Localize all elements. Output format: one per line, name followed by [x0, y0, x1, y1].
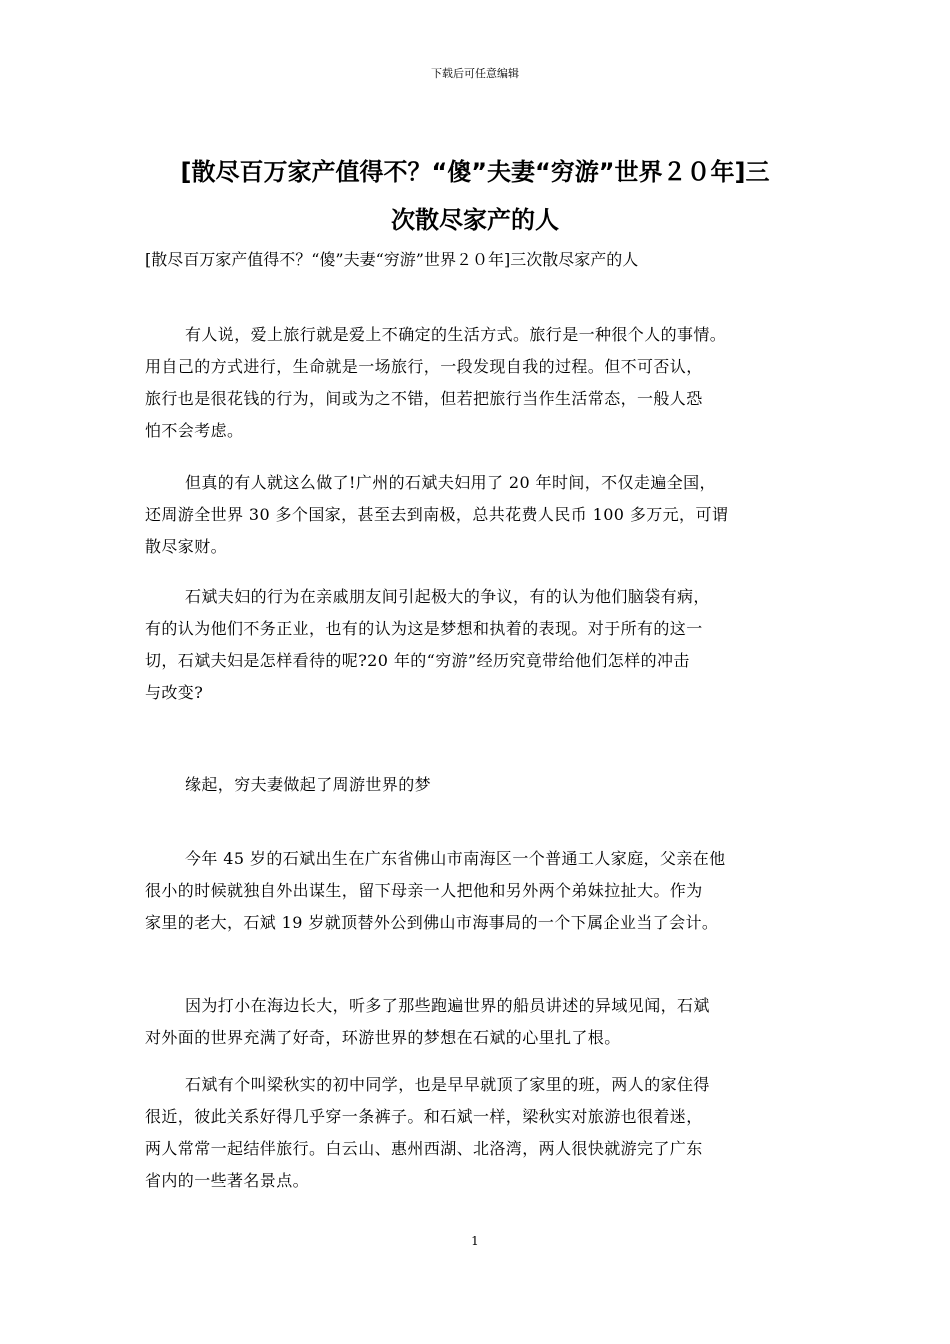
paragraph-line: 很小的时候就独自外出谋生，留下母亲一人把他和另外两个弟妹拉扯大。作为	[145, 881, 703, 900]
document-subtitle: [散尽百万家产值得不？“傻”夫妻“穷游”世界２０年]三次散尽家产的人	[145, 250, 639, 269]
paragraph-5	[145, 843, 810, 939]
paragraph-line: 因为打小在海边长大，听多了那些跑遍世界的船员讲述的异域见闻，石斌	[185, 996, 710, 1015]
paragraph-line: 两人常常一起结伴旅行。白云山、惠州西湖、北洛湾，两人很快就游完了广东	[145, 1139, 703, 1158]
paragraph-line: 家里的老大，石斌 19 岁就顶替外公到佛山市海事局的一个下属企业当了会计。	[145, 913, 719, 932]
paragraph-line: 用自己的方式进行，生命就是一场旅行，一段发现自我的过程。但不可否认，	[145, 357, 703, 376]
page-header-note: 下载后可任意编辑	[431, 67, 519, 80]
section-heading-text: 缘起，穷夫妻做起了周游世界的梦	[185, 775, 432, 794]
paragraph-line: 还周游全世界 30 多个国家，甚至去到南极，总共花费人民币 100 多万元，可谓	[145, 505, 729, 524]
paragraph-line: 今年 45 岁的石斌出生在广东省佛山市南海区一个普通工人家庭，父亲在他	[185, 849, 726, 868]
section-heading	[145, 769, 810, 801]
paragraph-line: 但真的有人就这么做了!广州的石斌夫妇用了 20 年时间，不仅走遍全国，	[185, 473, 716, 492]
paragraph-2	[145, 467, 810, 563]
paragraph-7	[145, 1069, 810, 1197]
title-line-2: 次散尽家产的人	[391, 206, 559, 234]
page-number: 1	[471, 1234, 479, 1248]
paragraph-line: 怕不会考虑。	[145, 421, 244, 440]
title-line-1: [散尽百万家产值得不？“傻”夫妻“穷游”世界２０年]三	[180, 158, 770, 186]
paragraph-1	[145, 319, 810, 447]
paragraph-line: 对外面的世界充满了好奇，环游世界的梦想在石斌的心里扎了根。	[145, 1028, 621, 1047]
paragraph-line: 旅行也是很花钱的行为，间或为之不错，但若把旅行当作生活常态，一般人恐	[145, 389, 703, 408]
paragraph-line: 省内的一些著名景点。	[145, 1171, 310, 1190]
paragraph-6	[145, 990, 810, 1054]
paragraph-line: 与改变?	[145, 683, 204, 702]
paragraph-line: 有的认为他们不务正业，也有的认为这是梦想和执着的表现。对于所有的这一	[145, 619, 703, 638]
paragraph-line: 石斌有个叫梁秋实的初中同学，也是早早就顶了家里的班，两人的家住得	[185, 1075, 710, 1094]
document-title	[140, 148, 810, 244]
paragraph-line: 有人说，爱上旅行就是爱上不确定的生活方式。旅行是一种很个人的事情。	[185, 325, 727, 344]
paragraph-line: 切，石斌夫妇是怎样看待的呢?20 年的“穷游”经历究竟带给他们怎样的冲击	[145, 651, 690, 670]
paragraph-line: 很近，彼此关系好得几乎穿一条裤子。和石斌一样，梁秋实对旅游也很着迷，	[145, 1107, 703, 1126]
paragraph-line: 散尽家财。	[145, 537, 228, 556]
paragraph-line: 石斌夫妇的行为在亲戚朋友间引起极大的争议，有的认为他们脑袋有病，	[185, 587, 710, 606]
paragraph-3	[145, 581, 810, 709]
